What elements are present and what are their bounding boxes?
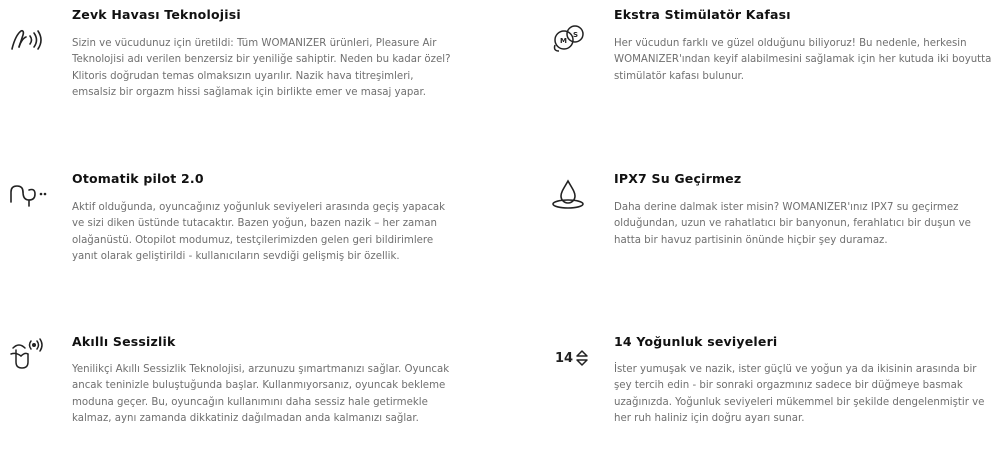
autopilot-icon <box>4 177 48 213</box>
water-drop-icon <box>546 176 590 212</box>
intensity-number: 14 <box>554 350 574 366</box>
feature-title: Zevk Havası Teknolojisi <box>72 7 241 22</box>
feature-title: Otomatik pilot 2.0 <box>72 171 204 186</box>
feature-description: Yenilikçi Akıllı Sessizlik Teknolojisi, arzunuzu şımartmanızı sağlar. Oyuncak ancak teninizle buluştuğunda başlar. Kullanmıyorsanız, oyuncak bekleme moduna geçer. Bu, oyuncağın kullanımını daha sessiz hale getirmekle kalmaz, aynı zamanda dikkatiniz dağılmadan anda kalmanızı sağlar. <box>72 364 450 424</box>
feature-description: Daha derine dalmak ister misin? WOMANIZER'ınız IPX7 su geçirmez olduğundan, uzun ve rahatlatıcı bir banyonun, ferahlatıcı bir duşun ve hatta bir havuz partisinin önünde hiçbir şey duramaz. <box>614 202 971 246</box>
feature-description: Her vücudun farklı ve güzel olduğunu biliyoruz! Bu nedenle, herkesin WOMANIZER'ından keyif alabilmesini sağlamak için her kutuda iki boyutta stimülatör kafası bulunur. <box>614 38 992 82</box>
feature-title: IPX7 Su Geçirmez <box>614 171 742 186</box>
svg-text:S: S <box>573 31 579 39</box>
stimulator-heads-icon <box>548 20 592 56</box>
feature-title: Akıllı Sessizlik <box>72 334 176 349</box>
intensity-levels-icon <box>550 340 594 376</box>
feature-title: Ekstra Stimülatör Kafası <box>614 7 791 22</box>
feature-description: Sizin ve vücudunuz için üretildi: Tüm WOMANIZER ürünleri, Pleasure Air Teknolojisi adı verilen benzersiz bir yeniliğe sahiptir. Neden bu kadar özel? Klitoris doğrudan temas olmaksızın uyarılır. Nazik hava titreşimleri, emsalsiz bir orgazm hissi sağlamak için birlikte emer ve masaj yapar. <box>72 38 451 98</box>
air-waves-icon <box>6 22 50 58</box>
smart-silence-icon <box>4 336 48 372</box>
feature-title: 14 Yoğunluk seviyeleri <box>614 334 778 349</box>
feature-description: Aktif olduğunda, oyuncağınız yoğunluk seviyeleri arasında geçiş yapacak ve sizi diken üstünde tutacaktır. Bazen yoğun, bazen nazik – her zaman olağanüstü. Otopilot modumuz, testçilerimizden gelen geri bildirimlere yanıt olarak geliştirildi - kullanıcıların sevdiği gelişmiş bir özellik. <box>72 202 446 262</box>
svg-text:M: M <box>560 37 567 45</box>
feature-description: İster yumuşak ve nazik, ister güçlü ve yoğun ya da ikisinin arasında bir şey tercih edin - bir sonraki orgazmınız sadece bir düğmeye basmak uzağınızda. Yoğunluk seviyeleri mükemmel bir şekilde dengelenmiştir ve her ruh haliniz için doğru ayarı sunar. <box>614 364 985 424</box>
